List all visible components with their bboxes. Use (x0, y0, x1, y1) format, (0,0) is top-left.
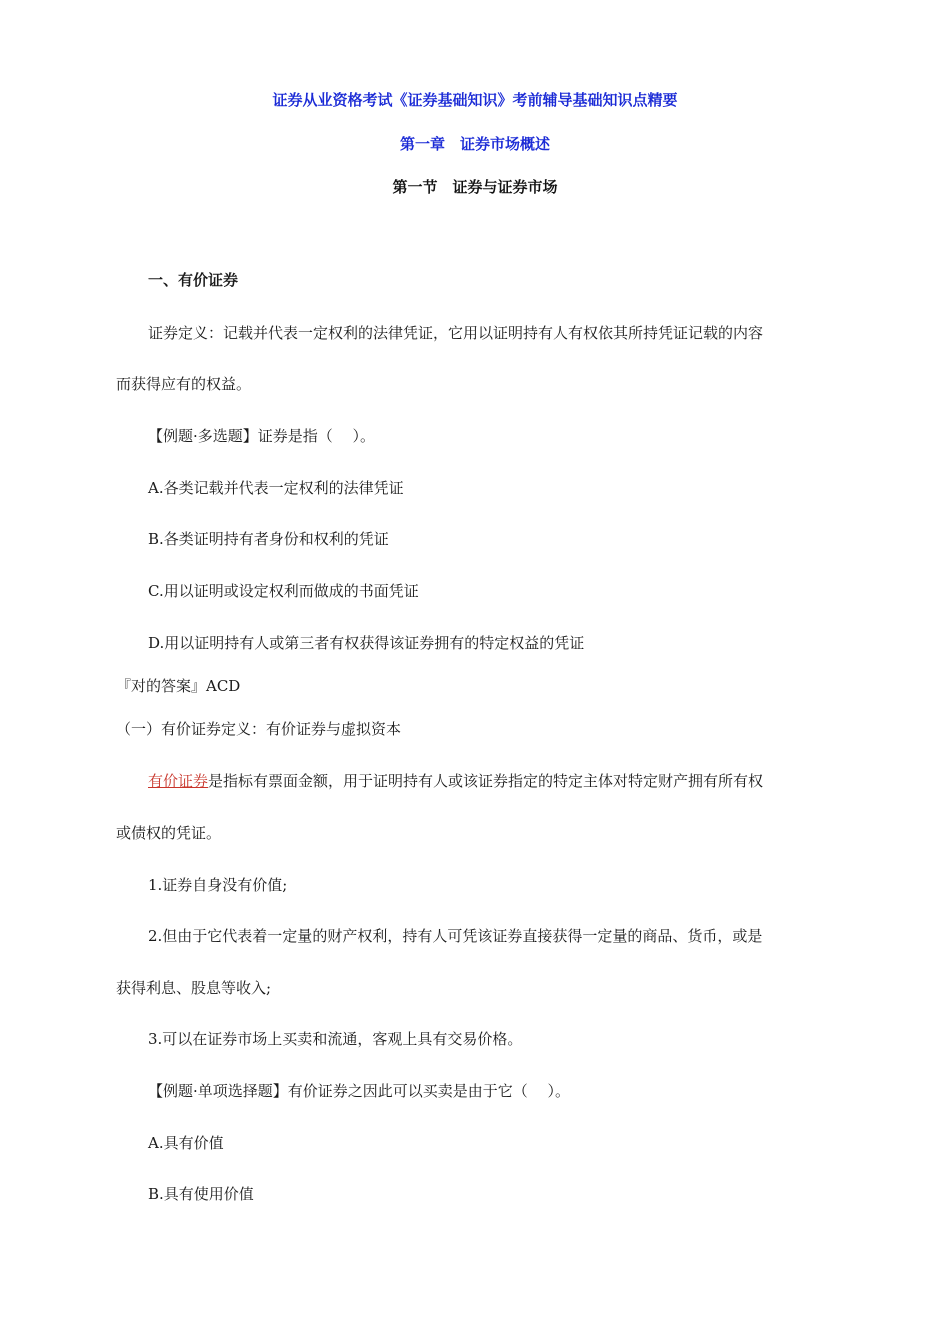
chapter-title: 第一章 证券市场概述 (399, 135, 550, 153)
example-1-answer: 『对的答案』ACD (116, 677, 241, 695)
example-2-question: 【例题·单项选择题】有价证券之因此可以买卖是由于它（ ）。 (148, 1082, 571, 1100)
securities-link[interactable]: 有价证券 (148, 772, 209, 790)
example-2-option-a: A.具有价值 (148, 1134, 224, 1152)
definition-line-1: 证券定义：记载并代表一定权利的法律凭证，它用以证明持有人有权依其所持凭证记载的内容 (148, 324, 764, 342)
list-item-2-line-1: 2.但由于它代表着一定量的财产权利，持有人可凭该证券直接获得一定量的商品、货币，或是 (148, 927, 763, 945)
example-1-option-b: B.各类证明持有者身份和权利的凭证 (148, 530, 389, 548)
definition-line-2: 而获得应有的权益。 (116, 375, 252, 393)
subheading-definition: （一）有价证券定义：有价证券与虚拟资本 (116, 720, 402, 738)
paragraph-line-1-rest: 是指标有票面金额，用于证明持有人或该证券指定的特定主体对特定财产拥有所有权 (208, 772, 764, 790)
document-title: 证券从业资格考试《证券基础知识》考前辅导基础知识点精要 (272, 91, 678, 109)
paragraph-line-2: 或债权的凭证。 (116, 824, 222, 842)
list-item-3: 3.可以在证券市场上买卖和流通，客观上具有交易价格。 (148, 1030, 523, 1048)
list-item-2-line-2: 获得利息、股息等收入; (116, 979, 272, 997)
example-1-option-d: D.用以证明持有人或第三者有权获得该证券拥有的特定权益的凭证 (148, 634, 585, 652)
example-1-question: 【例题·多选题】证券是指（ ）。 (148, 427, 376, 445)
heading-securities: 一、有价证券 (148, 271, 239, 289)
list-item-1: 1.证券自身没有价值; (148, 876, 288, 894)
example-1-option-c: C.用以证明或设定权利而做成的书面凭证 (148, 582, 419, 600)
section-title: 第一节 证券与证券市场 (392, 178, 558, 196)
paragraph-line-1 (148, 771, 763, 791)
example-2-option-b: B.具有使用价值 (148, 1185, 254, 1203)
example-1-option-a: A.各类记载并代表一定权利的法律凭证 (148, 479, 404, 497)
